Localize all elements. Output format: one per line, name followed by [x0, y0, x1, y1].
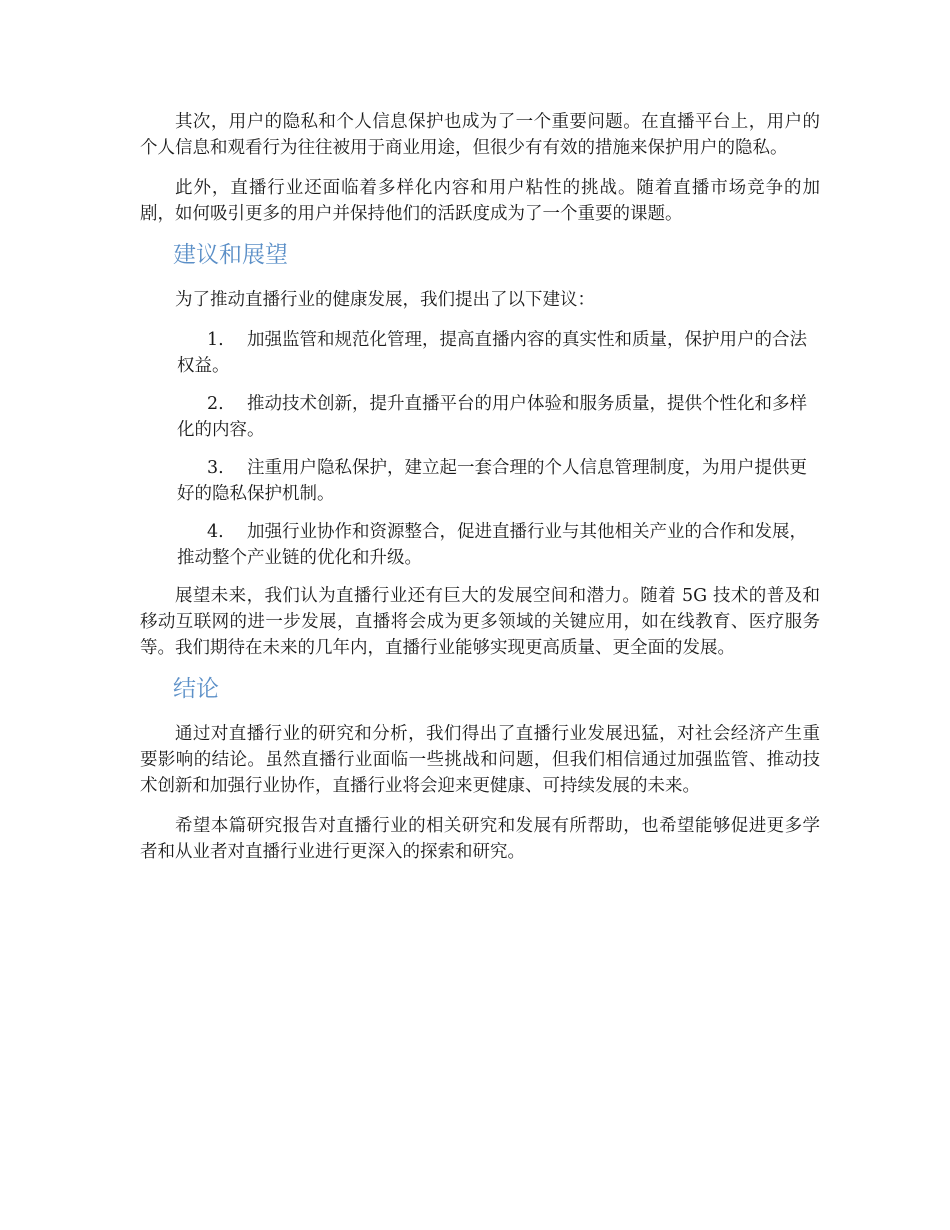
suggestions-list [140, 327, 820, 571]
paragraph-outlook: 展望未来，我们认为直播行业还有巨大的发展空间和潜力。随着 5G 技术的普及和移动互联网的进一步发展，直播将会成为更多领域的关键应用，如在线教育、医疗服务等。我们期待在未来的几年内，直播行业能够实现更高质量、更全面的发展。 [140, 586, 820, 658]
paragraph-content-challenge: 此外，直播行业还面临着多样化内容和用户粘性的挑战。随着直播市场竞争的加剧，如何吸引更多的用户并保持他们的活跃度成为了一个重要的课题。 [140, 178, 820, 224]
list-item [140, 519, 820, 571]
section-heading-suggestions: 建议和展望 [173, 242, 288, 268]
list-item-number: 4. [207, 522, 224, 542]
list-item [140, 455, 820, 507]
list-item-number: 3. [207, 458, 224, 478]
section-heading-conclusion: 结论 [173, 676, 219, 702]
list-item-number: 1. [207, 330, 224, 350]
suggestions-intro: 为了推动直播行业的健康发展，我们提出了以下建议： [175, 290, 595, 310]
list-item [140, 327, 820, 379]
list-item-text: 加强行业协作和资源整合，促进直播行业与其他相关产业的合作和发展，推动整个产业链的优化和升级。 [177, 522, 807, 568]
list-item-text: 加强监管和规范化管理，提高直播内容的真实性和质量，保护用户的合法权益。 [177, 330, 807, 376]
list-item-text: 注重用户隐私保护，建立起一套合理的个人信息管理制度，为用户提供更好的隐私保护机制。 [177, 458, 807, 504]
list-item [140, 391, 820, 443]
paragraph-privacy: 其次，用户的隐私和个人信息保护也成为了一个重要问题。在直播平台上，用户的个人信息和观看行为往往被用于商业用途，但很少有有效的措施来保护用户的隐私。 [140, 112, 820, 158]
paragraph-conclusion: 通过对直播行业的研究和分析，我们得出了直播行业发展迅猛，对社会经济产生重要影响的结论。虽然直播行业面临一些挑战和问题，但我们相信通过加强监管、推动技术创新和加强行业协作，直播行业将会迎来更健康、可持续发展的未来。 [140, 724, 820, 796]
paragraph-closing: 希望本篇研究报告对直播行业的相关研究和发展有所帮助，也希望能够促进更多学者和从业者对直播行业进行更深入的探索和研究。 [140, 816, 820, 862]
list-item-number: 2. [207, 394, 224, 414]
list-item-text: 推动技术创新，提升直播平台的用户体验和服务质量，提供个性化和多样化的内容。 [177, 394, 807, 440]
